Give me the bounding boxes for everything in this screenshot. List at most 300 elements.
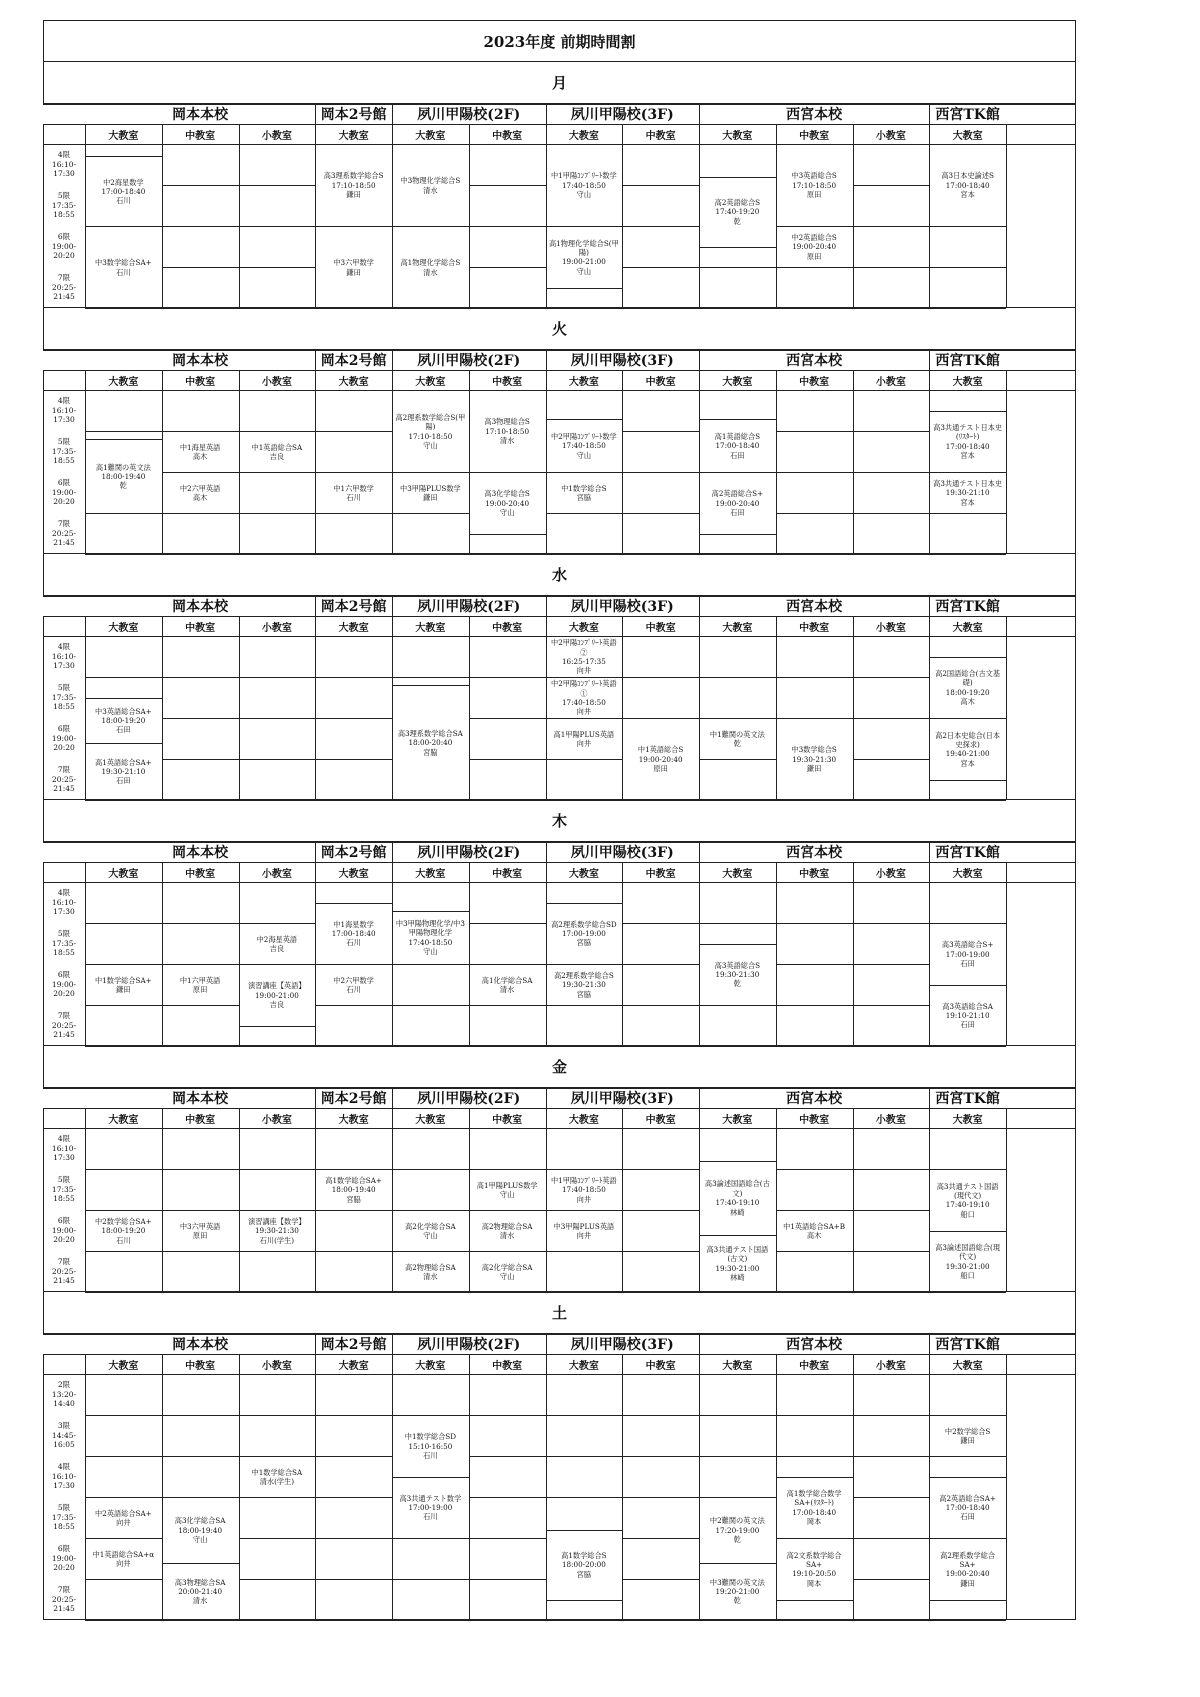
class-line: 中1数学総合SA: [251, 1467, 303, 1477]
day-header: 木: [43, 800, 1076, 842]
cell-line: [622, 1456, 699, 1457]
class-block: [240, 965, 315, 1026]
header-line: [43, 124, 1076, 125]
class-block: [930, 986, 1005, 1047]
class-block: [930, 1539, 1005, 1600]
cell-line: [853, 759, 930, 760]
cell-line: [699, 1128, 776, 1129]
period-label: 5限 17:35-18:55: [51, 437, 77, 466]
column-divider: [776, 370, 777, 554]
class-line: 18:00-19:40: [101, 471, 146, 481]
cell-line: [315, 1456, 392, 1457]
class-line: 19:30-21:00: [945, 1261, 990, 1271]
class-block: [700, 945, 775, 1006]
class-block: [547, 227, 622, 288]
right-border: [1075, 1334, 1076, 1620]
cell-line: [622, 1005, 699, 1006]
cell-line: [699, 247, 776, 248]
class-line: 19:00-20:40: [638, 754, 683, 764]
cell-line: [622, 677, 699, 678]
class-block: [547, 904, 622, 965]
cell-line: [239, 718, 316, 719]
school-header: 岡本2号館: [320, 1091, 387, 1107]
cell-line: [239, 1374, 316, 1375]
header-line: [43, 370, 1076, 371]
cell-line: [776, 1415, 853, 1416]
class-block: [930, 412, 1005, 473]
cell-line: [239, 1169, 316, 1170]
class-line: 高1物理化学総合S(甲陽): [548, 238, 619, 257]
column-divider: [85, 862, 86, 1046]
cell-line: [929, 882, 1006, 883]
cell-line: [392, 1620, 469, 1621]
column-divider: [239, 124, 240, 308]
room-header: 中教室: [492, 1360, 523, 1372]
class-line: 19:10-20:50: [792, 1569, 837, 1579]
room-header: 大教室: [952, 1360, 983, 1372]
school-header: 夙川甲陽校(3F): [570, 1337, 674, 1353]
cell-line: [776, 882, 853, 883]
cell-line: [929, 636, 1006, 637]
column-divider: [853, 1354, 854, 1620]
class-line: 17:40-18:50: [561, 441, 606, 451]
cell-line: [85, 1128, 162, 1129]
cell-line: [315, 718, 392, 719]
class-line: 中1難関の英文法: [709, 729, 765, 739]
class-block: [470, 1170, 545, 1210]
class-line: 高2国語総合(古文基礎): [935, 669, 1001, 688]
column-divider: [315, 1354, 316, 1620]
class-line: 17:20-19:00: [715, 1525, 760, 1535]
cell-line: [699, 267, 776, 268]
class-block: [700, 420, 775, 472]
class-line: 19:00-20:40: [792, 242, 837, 252]
day-block-5: [43, 1292, 1076, 1620]
column-divider: [1006, 370, 1007, 554]
class-block: [930, 1478, 1005, 1539]
school-header: 夙川甲陽校(3F): [570, 599, 674, 615]
cell-line: [622, 1497, 699, 1498]
cell-line: [622, 390, 699, 391]
cell-line: [469, 1538, 546, 1539]
cell-line: [162, 1251, 239, 1252]
class-line: 守山: [423, 947, 438, 957]
class-line: 18:00-20:00: [561, 1560, 606, 1570]
class-block: [316, 904, 391, 965]
header-line: [43, 596, 1076, 597]
cell-line: [315, 1128, 392, 1129]
class-line: 高3論述国語総合(現代文): [935, 1243, 1001, 1262]
class-line: 石田: [730, 450, 745, 460]
class-block: [240, 924, 315, 964]
cell-line: [239, 144, 316, 145]
room-header: 大教室: [338, 1360, 369, 1372]
class-line: 守山: [499, 1190, 515, 1199]
day-header: 金: [43, 1046, 1076, 1088]
room-header: 小教室: [261, 376, 292, 388]
class-block: [393, 912, 468, 964]
class-line: 中1数学総合S: [561, 483, 607, 493]
right-border: [1075, 842, 1076, 1046]
cell-line: [546, 759, 623, 760]
school-header: 夙川甲陽校(2F): [417, 1337, 521, 1353]
room-header: 大教室: [108, 622, 139, 634]
period-label: 7限 20:25-21:45: [51, 1011, 77, 1040]
class-block: [777, 1211, 852, 1251]
cell-line: [853, 390, 930, 391]
cell-line: [622, 1538, 699, 1539]
room-header: 大教室: [722, 376, 753, 388]
cell-line: [162, 882, 239, 883]
class-line: 17:00-18:40: [945, 441, 990, 451]
room-header: 中教室: [645, 130, 676, 142]
class-line: 中1六甲数学: [333, 483, 374, 493]
class-block: [316, 145, 391, 226]
cell-line: [546, 1251, 623, 1252]
cell-line: [776, 1456, 853, 1457]
room-header: 大教室: [568, 376, 599, 388]
cell-line: [315, 1579, 392, 1580]
room-header: 大教室: [108, 1114, 139, 1126]
cell-line: [929, 513, 1006, 514]
column-divider: [162, 1108, 163, 1292]
cell-line: [315, 431, 392, 432]
cell-line: [546, 513, 623, 514]
class-line: 鎌田: [116, 985, 131, 994]
cell-line: [929, 780, 1006, 781]
class-line: 中2数学総合SA+: [95, 1216, 152, 1226]
class-line: 石田: [960, 958, 975, 968]
cell-line: [392, 513, 469, 514]
school-header: 西宮本校: [786, 599, 843, 615]
day-block-2: [43, 554, 1076, 800]
class-line: 乾: [119, 481, 127, 491]
cell-line: [622, 267, 699, 268]
cell-line: [469, 759, 546, 760]
period-label: 6限 19:00-20:20: [51, 232, 77, 261]
class-line: 高3理系数学総合S: [323, 171, 384, 181]
class-line: 守山: [499, 1272, 515, 1281]
cell-line: [239, 1538, 316, 1539]
class-line: 高1数学総合数学SA+(ﾘｽﾀｰﾄ): [786, 1489, 842, 1508]
class-line: 乾: [733, 739, 741, 748]
class-line: 吉良: [269, 944, 285, 953]
class-line: 中3難関の英文法: [709, 1577, 765, 1587]
class-line: 高2日本史総合(日本史探求): [935, 730, 1001, 749]
class-line: 18:00-19:40: [178, 1525, 223, 1535]
column-divider: [622, 1354, 623, 1620]
class-block: [930, 1416, 1005, 1456]
cell-line: [162, 513, 239, 514]
cell-line: [776, 431, 853, 432]
column-divider: [162, 616, 163, 800]
class-line: 守山: [576, 190, 592, 200]
cell-line: [85, 1620, 162, 1621]
room-header: 中教室: [185, 1360, 216, 1372]
cell-line: [85, 1579, 162, 1580]
school-header: 夙川甲陽校(3F): [570, 353, 674, 369]
room-header: 中教室: [799, 1114, 830, 1126]
class-block: [547, 1531, 622, 1600]
class-line: 原田: [806, 251, 822, 261]
class-line: 高3英語総合S: [714, 960, 761, 970]
class-line: 石田: [116, 725, 131, 735]
class-line: 石川: [346, 985, 361, 994]
class-block: [547, 1211, 622, 1251]
class-line: 高2理系数学総合SA+: [940, 1550, 996, 1569]
class-line: 15:10-16:50: [408, 1441, 453, 1451]
room-header: 大教室: [952, 376, 983, 388]
class-line: 乾: [733, 979, 741, 989]
period-label: 7限 20:25-21:45: [51, 519, 77, 548]
room-header: 中教室: [799, 1360, 830, 1372]
class-block: [700, 1162, 775, 1235]
class-block: [930, 719, 1005, 780]
cell-line: [162, 226, 239, 227]
class-line: 19:00-21:00: [254, 990, 299, 1000]
class-line: 中3六甲英語: [179, 1221, 221, 1231]
school-header: 西宮本校: [786, 353, 843, 369]
school-header: 岡本本校: [172, 845, 229, 861]
cell-line: [392, 964, 469, 965]
cell-line: [853, 964, 930, 965]
period-label: 6限 19:00-20:20: [51, 1544, 77, 1573]
header-line: [43, 1088, 1076, 1089]
class-line: 鎌田: [960, 1436, 975, 1445]
cell-line: [699, 1415, 776, 1416]
class-line: 守山: [423, 1231, 438, 1240]
cell-line: [853, 923, 930, 924]
school-header: 夙川甲陽校(3F): [570, 107, 674, 123]
class-line: 中1六甲英語: [179, 975, 221, 985]
cell-line: [392, 1374, 469, 1375]
room-header: 大教室: [568, 868, 599, 880]
class-line: 宮脇: [576, 989, 592, 999]
column-divider: [776, 1108, 777, 1292]
class-line: 宮脇: [576, 493, 592, 502]
room-header: 大教室: [722, 1360, 753, 1372]
class-line: 中2英語総合S: [791, 232, 837, 242]
cell-line: [469, 882, 546, 883]
class-block: [700, 178, 775, 247]
class-line: 高3化学総合SA: [174, 1516, 226, 1526]
period-label: 4限 16:10-17:30: [51, 1462, 77, 1491]
class-line: 19:00-21:00: [561, 257, 606, 267]
cell-line: [392, 1169, 469, 1170]
cell-line: [315, 882, 392, 883]
room-header: 小教室: [875, 1114, 906, 1126]
class-line: 高2化学総合SA: [405, 1221, 456, 1231]
class-line: 鎌田: [423, 493, 438, 502]
cell-line: [469, 1456, 546, 1457]
room-header: 大教室: [952, 130, 983, 142]
cell-line: [85, 1251, 162, 1252]
room-header: 大教室: [415, 376, 446, 388]
class-line: 中3甲陽物理化学/中3甲陽物理化学: [395, 919, 465, 938]
room-header: 大教室: [568, 130, 599, 142]
school-header: 岡本本校: [172, 1337, 229, 1353]
class-line: 19:30-21:30: [254, 1226, 299, 1236]
cell-line: [622, 1210, 699, 1211]
class-line: 石田: [116, 776, 131, 786]
room-header: 大教室: [952, 622, 983, 634]
class-line: 中2六甲英語: [179, 483, 221, 493]
class-block: [777, 227, 852, 267]
cell-line: [469, 1374, 546, 1375]
column-divider: [699, 616, 700, 800]
class-line: 17:00-18:40: [101, 186, 146, 196]
room-header: 小教室: [875, 376, 906, 388]
class-line: 中3甲陽PLUS数学: [400, 483, 461, 493]
cell-line: [699, 1620, 776, 1621]
cell-line: [546, 1456, 623, 1457]
class-line: 乾: [733, 1596, 741, 1606]
cell-line: [929, 267, 1006, 268]
class-line: 17:00-19:00: [561, 929, 606, 939]
class-line: 17:40-18:50: [408, 937, 453, 947]
class-line: 中1海星英語: [179, 442, 221, 452]
class-line: 17:00-19:00: [945, 949, 990, 959]
class-block: [930, 473, 1005, 513]
class-line: 高2物理総合SA: [405, 1262, 456, 1272]
room-header: 中教室: [492, 622, 523, 634]
cell-line: [85, 1456, 162, 1457]
cell-line: [469, 226, 546, 227]
room-header: 中教室: [799, 868, 830, 880]
cell-line: [315, 1497, 392, 1498]
class-line: 18:00-20:40: [408, 738, 453, 748]
cell-line: [392, 1005, 469, 1006]
class-line: 17:10-18:50: [331, 180, 376, 190]
day-block-0: [43, 62, 1076, 308]
class-block: [700, 1236, 775, 1292]
cell-line: [622, 964, 699, 965]
school-header: 岡本本校: [172, 599, 229, 615]
class-line: 守山: [576, 450, 592, 460]
cell-line: [239, 1579, 316, 1580]
cell-line: [315, 1415, 392, 1416]
cell-line: [162, 1005, 239, 1006]
header-line: [43, 104, 1076, 105]
class-line: 高1物理化学総合S: [400, 258, 461, 268]
class-line: 守山: [499, 507, 515, 517]
header-line: [43, 616, 1076, 617]
cell-line: [776, 1005, 853, 1006]
class-line: 乾: [733, 216, 741, 226]
cell-line: [239, 1620, 316, 1621]
class-line: 中2海星数学: [103, 177, 144, 187]
cell-line: [315, 1251, 392, 1252]
period-label: 4限 16:10-17:30: [51, 1134, 77, 1163]
room-header: 小教室: [261, 1114, 292, 1126]
column-divider: [853, 124, 854, 308]
class-line: 17:10-18:50: [485, 426, 530, 436]
class-line: 高1英語総合SA+: [95, 757, 152, 767]
school-header: 西宮本校: [786, 1337, 843, 1353]
class-line: 中1英語総合SA: [251, 442, 303, 452]
cell-line: [853, 267, 930, 268]
cell-line: [392, 1579, 469, 1580]
class-line: 鎌田: [960, 1578, 975, 1588]
class-block: [86, 227, 161, 308]
class-line: 船口: [960, 1271, 975, 1281]
cell-line: [239, 1026, 316, 1027]
cell-line: [85, 677, 162, 678]
class-block: [316, 1170, 391, 1210]
class-block: [86, 1539, 161, 1579]
class-line: 19:20-21:00: [715, 1587, 760, 1597]
class-line: 20:00-21:40: [178, 1587, 223, 1597]
class-line: 宮本: [960, 190, 975, 200]
cell-line: [853, 1169, 930, 1170]
day-header: 火: [43, 308, 1076, 350]
class-line: 19:30-21:00: [715, 1263, 760, 1273]
cell-line: [239, 636, 316, 637]
document-title: 2023年度 前期時間割: [43, 20, 1076, 62]
class-line: 岡本: [806, 1578, 822, 1588]
cell-line: [239, 882, 316, 883]
class-line: 中2甲陽ｺﾝﾌﾟﾘｰﾄ英語②: [551, 638, 617, 657]
cell-line: [622, 1251, 699, 1252]
cell-line: [853, 1251, 930, 1252]
cell-line: [776, 964, 853, 965]
period-label: 7限 20:25-21:45: [51, 1257, 77, 1286]
class-line: 高木: [960, 697, 975, 707]
cell-line: [622, 1620, 699, 1621]
cell-line: [162, 1415, 239, 1416]
room-header: 中教室: [492, 868, 523, 880]
class-line: 清水: [423, 185, 438, 195]
room-header: 大教室: [952, 1114, 983, 1126]
cell-line: [853, 1620, 930, 1621]
period-label: 5限 17:35-18:55: [51, 683, 77, 712]
class-line: 19:30-21:30: [715, 970, 760, 980]
cell-line: [162, 185, 239, 186]
class-line: 高3理系数学総合SA: [397, 729, 463, 739]
cell-line: [853, 1005, 930, 1006]
class-line: 高1数学総合S: [561, 1551, 607, 1561]
right-border: [1075, 104, 1076, 308]
room-header: 大教室: [338, 376, 369, 388]
cell-line: [469, 718, 546, 719]
cell-line: [853, 1374, 930, 1375]
cell-line: [469, 923, 546, 924]
class-block: [163, 1498, 238, 1563]
column-divider: [1006, 124, 1007, 308]
class-line: 17:40-19:10: [945, 1200, 990, 1210]
class-block: [393, 686, 468, 800]
room-header: 小教室: [261, 1360, 292, 1372]
cell-line: [315, 677, 392, 678]
cell-line: [162, 267, 239, 268]
class-line: 鎌田: [346, 267, 361, 277]
column-divider: [469, 616, 470, 800]
cell-line: [546, 1415, 623, 1416]
cell-line: [776, 1251, 853, 1252]
class-line: 17:40-18:50: [561, 698, 606, 707]
column-divider: [853, 616, 854, 800]
class-line: 宮本: [960, 758, 975, 768]
class-block: [393, 1478, 468, 1539]
school-header: 西宮TK館: [935, 1091, 1000, 1107]
school-header: 西宮本校: [786, 107, 843, 123]
cell-line: [162, 1128, 239, 1129]
cell-line: [315, 1620, 392, 1621]
column-divider: [853, 862, 854, 1046]
class-line: 高2理系数学総合S: [553, 970, 614, 980]
cell-line: [622, 1579, 699, 1580]
school-header: 岡本2号館: [320, 1337, 387, 1353]
